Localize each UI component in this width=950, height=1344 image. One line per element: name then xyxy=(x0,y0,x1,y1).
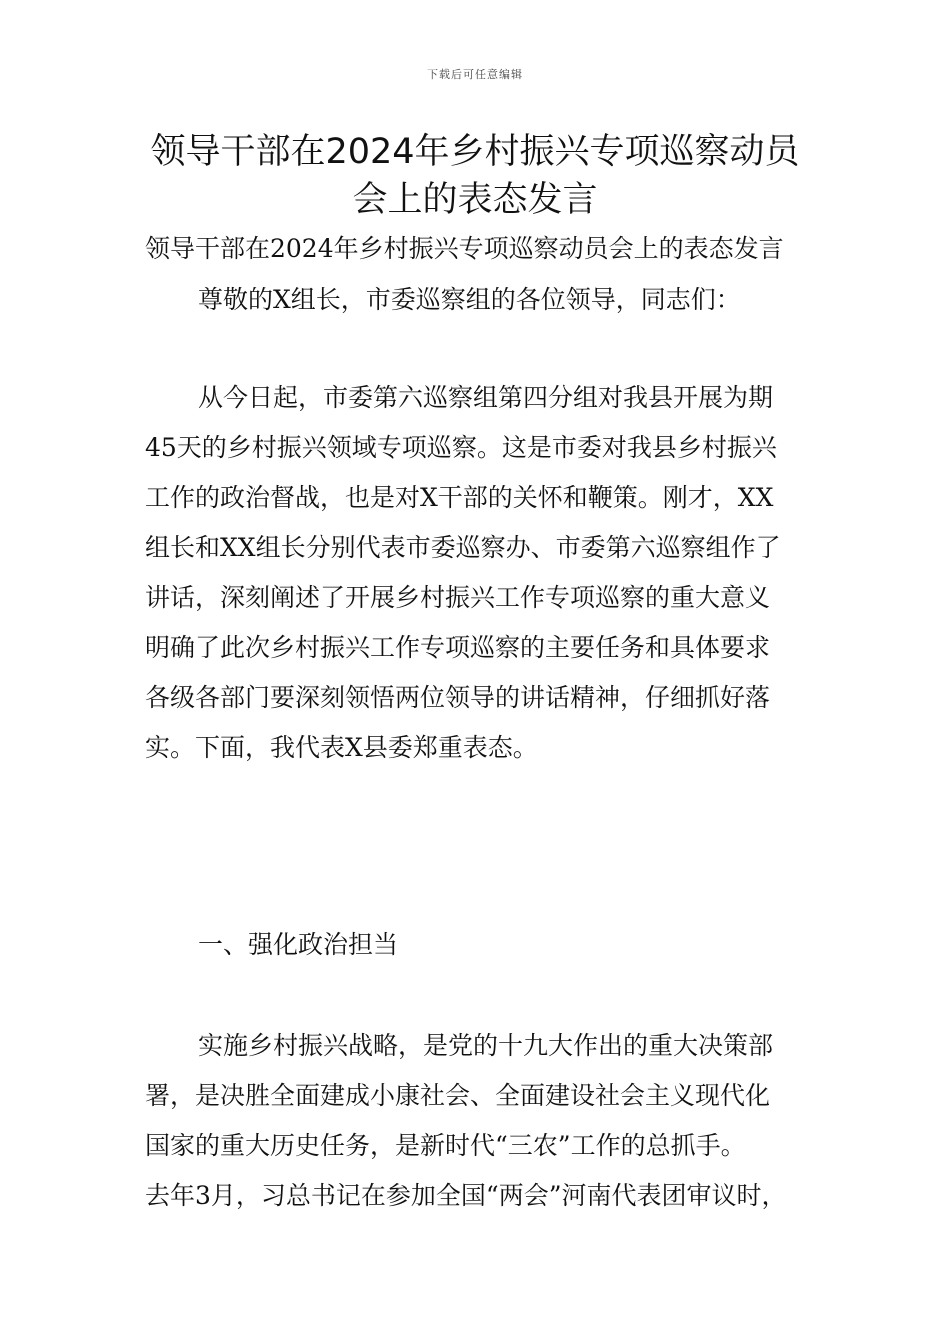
subtitle: 领导干部在2024年乡村振兴专项巡察动员会上的表态发言 xyxy=(145,234,784,263)
header-note: 下载后可任意编辑 xyxy=(427,68,523,81)
paragraph1-line: 工作的政治督战，也是对X干部的关怀和鞭策。刚才，XX xyxy=(145,483,774,512)
paragraph1-line: 实。下面，我代表X县委郑重表态。 xyxy=(145,733,538,762)
paragraph1-line: 各级各部门要深刻领悟两位领导的讲话精神，仔细抓好落 xyxy=(145,683,771,712)
paragraph2-line: 去年3月，习总书记在参加全国“两会”河南代表团审议时， xyxy=(145,1181,787,1210)
paragraph2-line: 署，是决胜全面建成小康社会、全面建设社会主义现代化 xyxy=(145,1081,771,1110)
paragraph1-line: 45天的乡村振兴领域专项巡察。这是市委对我县乡村振兴 xyxy=(145,433,777,462)
paragraph1-line: 从今日起，市委第六巡察组第四分组对我县开展为期 xyxy=(198,383,774,412)
title-line-1: 领导干部在2024年乡村振兴专项巡察动员 xyxy=(150,132,800,172)
paragraph1-line: 组长和XX组长分别代表市委巡察办、市委第六巡察组作了 xyxy=(145,533,781,562)
paragraph2-line: 国家的重大历史任务，是新时代“三农”工作的总抓手。 xyxy=(145,1131,746,1160)
salutation: 尊敬的X组长，市委巡察组的各位领导，同志们： xyxy=(198,285,741,314)
section-heading: 一、强化政治担当 xyxy=(198,930,399,959)
paragraph1-line: 讲话，深刻阐述了开展乡村振兴工作专项巡察的重大意义 xyxy=(145,583,771,612)
document-title xyxy=(120,128,830,224)
paragraph2-line: 实施乡村振兴战略，是党的十九大作出的重大决策部 xyxy=(198,1031,774,1060)
paragraph1-line: 明确了此次乡村振兴工作专项巡察的主要任务和具体要求 xyxy=(145,633,771,662)
title-line-2: 会上的表态发言 xyxy=(352,180,598,220)
